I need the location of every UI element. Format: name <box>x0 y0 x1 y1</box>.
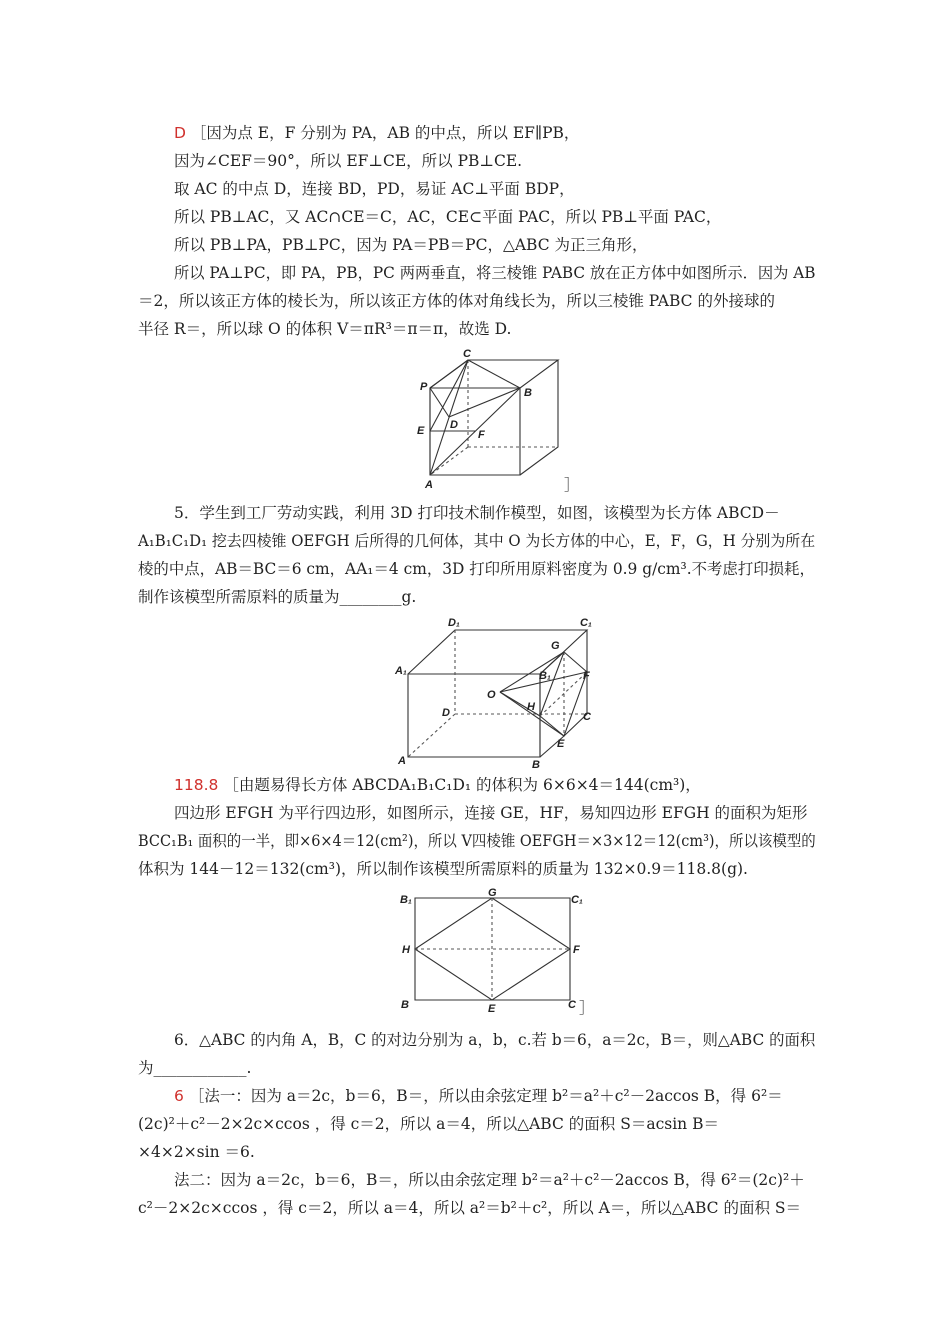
label-A: A <box>425 479 433 491</box>
edge-OG <box>500 652 564 692</box>
cuboid-front-face <box>408 674 540 757</box>
q5-question-line-1: 5．学生到工厂劳动实践，利用 3D 打印技术制作模型，如图，该模型为长方体 ABCD－ <box>174 504 780 522</box>
edge-BD <box>449 388 520 417</box>
label-C: C <box>568 999 576 1011</box>
label-P: P <box>420 381 428 393</box>
q4-answer-line-4: 所以 PB⊥AC，又 AC∩CE＝C，AC，CE⊂平面 PAC，所以 PB⊥平面 PAC， <box>174 208 722 226</box>
q5-answer-line-3: BCC₁B₁ 面积的一半，即×6×4＝12(cm²)，所以 V四棱锥 OEFGH＝×3×12＝12(cm³)，所以该模型的 <box>138 832 816 850</box>
q6-answer-line-4: 法二：因为 a＝2c，b＝6，B＝，所以由余弦定理 b²＝a²＋c²－2accos B，得 6²＝(2c)²＋ <box>174 1171 805 1189</box>
q5-question-line-2: A₁B₁C₁D₁ 挖去四棱锥 OEFGH 后所得的几何体，其中 O 为长方体的中心，E，F，G，H 分别为所在 <box>138 532 816 550</box>
q6-question-line-2: 为____________. <box>138 1059 252 1077</box>
cube-figure <box>410 350 570 490</box>
label-A1: A₁ <box>395 665 407 677</box>
label-F: F <box>583 670 590 682</box>
label-C: C <box>463 348 471 360</box>
q5-answer-value: 118.8 <box>174 776 219 794</box>
q4-close-bracket: ］ <box>564 476 580 494</box>
label-O: O <box>487 689 496 701</box>
q6-answer-line-3: ×4×2×sin ＝6. <box>138 1143 255 1161</box>
q5-answer-line-2: 四边形 EFGH 为平行四边形，如图所示，连接 GE，HF，易知四边形 EFGH 的面积为矩形 <box>174 804 808 822</box>
q6-answer-line-2: (2c)²＋c²－2×2c×ccos ，得 c＝2，所以 a＝4，所以△ABC 的面积 S＝acsin B＝ <box>138 1115 719 1133</box>
label-B1: B₁ <box>400 894 412 906</box>
q6-answer-value: 6 <box>174 1087 184 1105</box>
q6-question-line-1: 6．△ABC 的内角 A，B，C 的对边分别为 a，b，c.若 b＝6，a＝2c，B＝，则△ABC 的面积 <box>174 1031 816 1049</box>
label-D: D <box>450 419 458 431</box>
label-F: F <box>573 944 580 956</box>
label-D: D <box>442 707 450 719</box>
label-H: H <box>527 701 535 713</box>
cuboid-hidden-edge <box>408 714 455 757</box>
label-B1: B₁ <box>539 670 551 682</box>
q6-answer-line-1: 6 ［法一：因为 a＝2c，b＝6，B＝，所以由余弦定理 b²＝a²＋c²－2accos B，得 6²＝ <box>174 1087 783 1105</box>
label-C1: C₁ <box>580 617 592 629</box>
label-B: B <box>524 387 532 399</box>
q5-close-bracket: ］ <box>579 999 595 1017</box>
q4-answer-line-8: 半径 R＝，所以球 O 的体积 V＝πR³＝π＝π，故选 D. <box>138 320 512 338</box>
q4-answer-line-1: D ［因为点 E，F 分别为 PA，AB 的中点，所以 EF∥PB， <box>174 124 580 142</box>
label-B: B <box>532 759 540 771</box>
q5-question-line-4: 制作该模型所需原料的质量为________g. <box>138 588 417 606</box>
label-C: C <box>583 711 591 723</box>
rectangle-figure <box>395 888 595 1013</box>
cube-hidden-edge <box>430 447 468 475</box>
label-D1: D₁ <box>448 617 460 629</box>
label-A: A <box>398 755 406 767</box>
edge-CB <box>468 360 520 388</box>
q4-answer-letter: D <box>174 124 186 142</box>
q5-answer-line-1: 118.8 ［由题易得长方体 ABCDA₁B₁C₁D₁ 的体积为 6×6×4＝144(cm³)， <box>174 776 701 794</box>
q6-answer-line-5: c²－2×2c×ccos ，得 c＝2，所以 a＝4，所以 a²＝b²＋c²，所以 A＝，所以△ABC 的面积 S＝ <box>138 1199 802 1217</box>
label-E: E <box>557 738 565 750</box>
q4-answer-line-5: 所以 PB⊥PA，PB⊥PC，因为 PA＝PB＝PC，△ABC 为正三角形， <box>174 236 648 254</box>
edge-EC <box>430 360 468 431</box>
label-H: H <box>402 944 410 956</box>
q4-answer-line-7: ＝2，所以该正方体的棱长为，所以该正方体的体对角线长为，所以三棱锥 PABC 的外接球的 <box>138 292 775 310</box>
label-B: B <box>401 999 409 1011</box>
label-E: E <box>417 425 425 437</box>
label-E: E <box>488 1003 496 1015</box>
cube-right-face <box>520 360 558 475</box>
edge-PC <box>430 360 468 388</box>
label-C1: C₁ <box>571 894 583 906</box>
label-F: F <box>478 429 485 441</box>
q4-answer-line-3: 取 AC 的中点 D，连接 BD，PD，易证 AC⊥平面 BDP， <box>174 180 575 198</box>
q4-answer-line-6: 所以 PA⊥PC，即 PA，PB，PC 两两垂直，将三棱锥 PABC 放在正方体中如图所示．因为 AB <box>174 264 816 282</box>
label-G: G <box>488 887 497 899</box>
q5-answer-line-4: 体积为 144－12＝132(cm³)，所以制作该模型所需原料的质量为 132×0.9＝118.8(g). <box>138 860 748 878</box>
q5-question-line-3: 棱的中点，AB＝BC＝6 cm，AA₁＝4 cm，3D 打印所用原料密度为 0.9 g/cm³.不考虑打印损耗， <box>138 560 815 578</box>
edge-AC <box>430 360 468 475</box>
cuboid-figure <box>390 612 610 772</box>
q4-answer-line-2: 因为∠CEF＝90°，所以 EF⊥CE，所以 PB⊥CE. <box>174 152 523 170</box>
label-G: G <box>551 640 560 652</box>
cuboid-top-face <box>408 630 587 674</box>
